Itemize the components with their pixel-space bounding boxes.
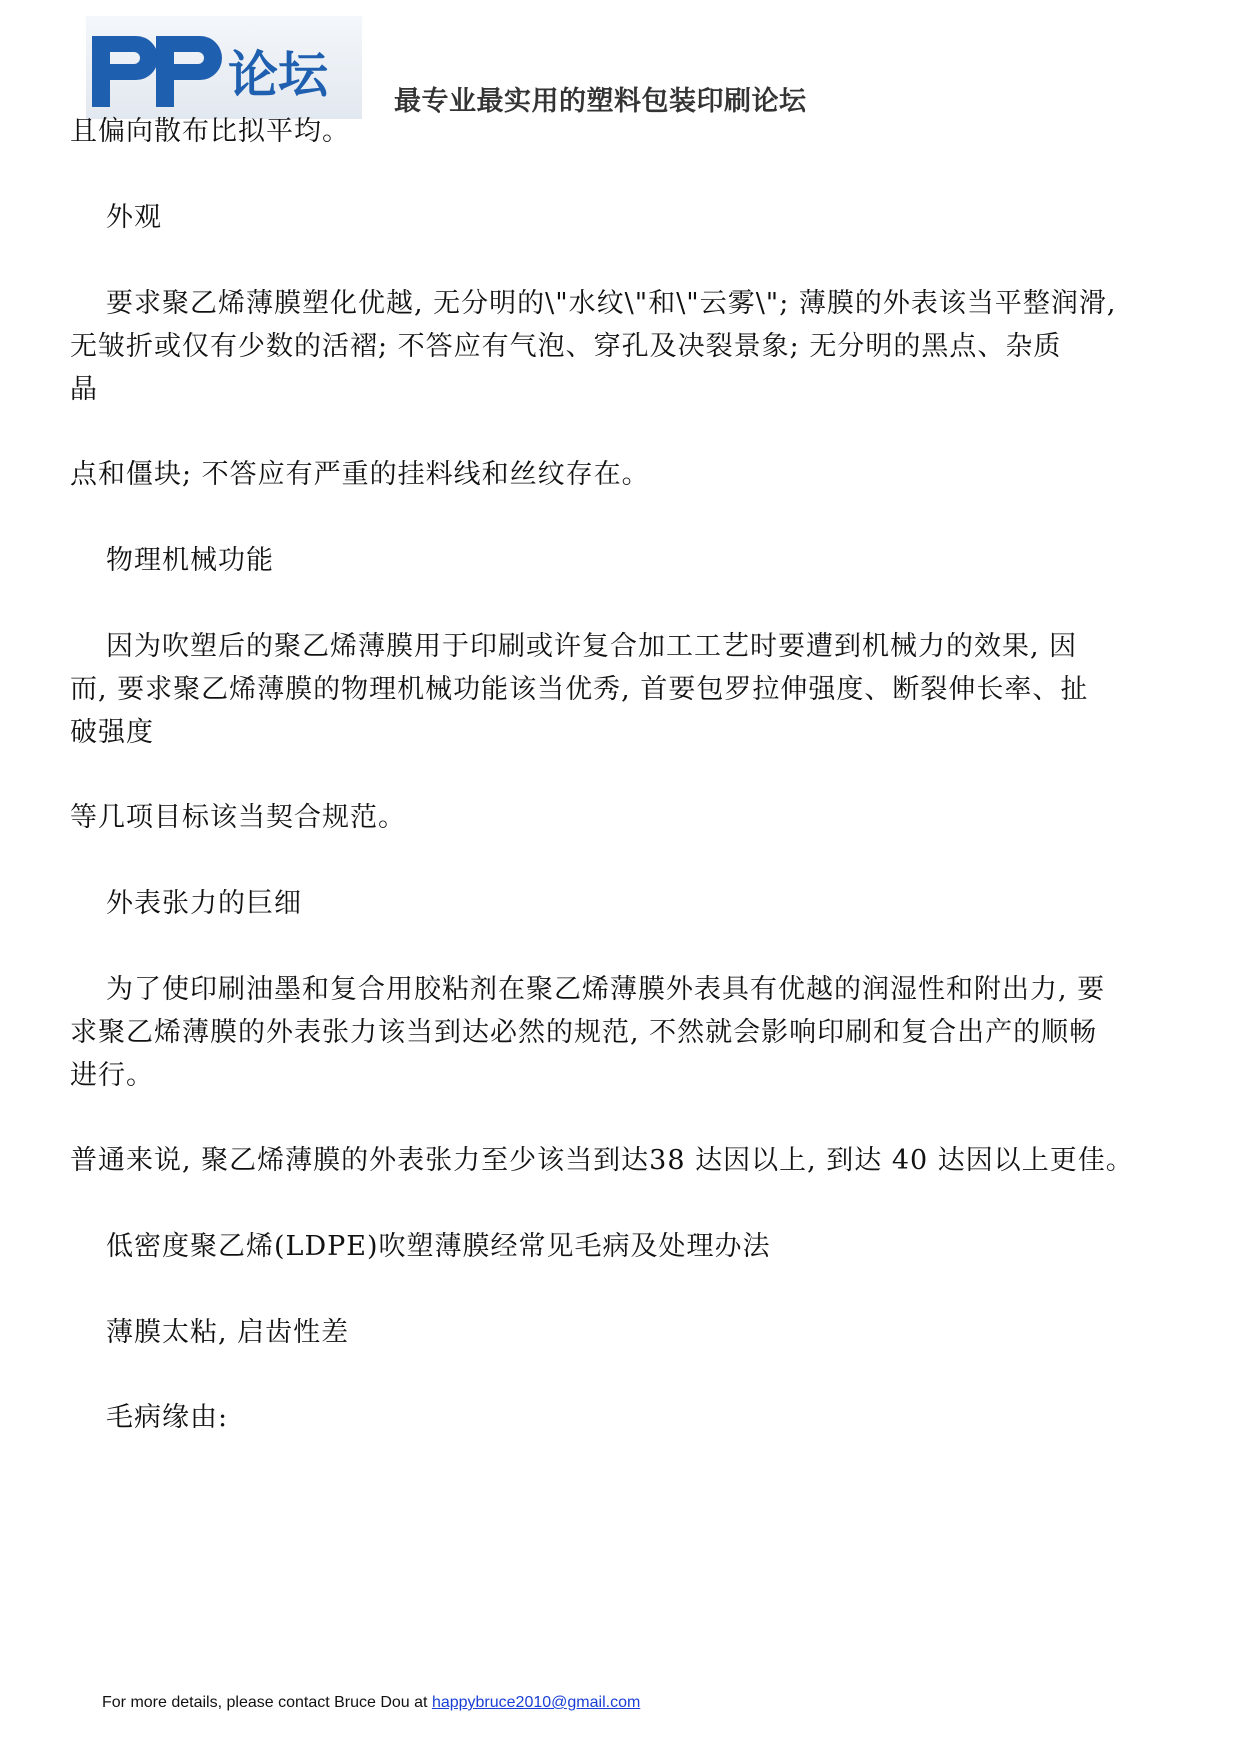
site-tagline: 最专业最实用的塑料包装印刷论坛 [394, 86, 807, 117]
text-line: 毛病缘由: [106, 1402, 229, 1433]
text-line: 为了使印刷油墨和复合用胶粘剂在聚乙烯薄膜外表具有优越的润湿性和附出力, 要 [106, 974, 1106, 1005]
section-heading: 薄膜太粘, 启齿性差 [106, 1317, 350, 1348]
contact-email-link[interactable]: happybruce2010@gmail.com [431, 1694, 641, 1711]
logo-text: 论坛 [228, 46, 328, 104]
text-line: 且偏向散布比拟平均。 [70, 116, 350, 147]
text-line: 求聚乙烯薄膜的外表张力该当到达必然的规范, 不然就会影响印刷和复合出产的顺畅 [70, 1017, 1098, 1048]
section-heading: 外表张力的巨细 [106, 888, 302, 919]
text-line: 进行。 [70, 1060, 154, 1091]
text-line: 因为吹塑后的聚乙烯薄膜用于印刷或许复合加工工艺时要遭到机械力的效果, 因 [106, 631, 1078, 662]
section-heading: 低密度聚乙烯(LDPE)吹塑薄膜经常见毛病及处理办法 [106, 1231, 771, 1262]
text-line: 等几项目标该当契合规范。 [70, 802, 406, 833]
text-line: 要求聚乙烯薄膜塑化优越, 无分明的\"水纹\"和\"云雾\"; 薄膜的外表该当平整润滑, [106, 288, 1117, 319]
text-line: 普通来说, 聚乙烯薄膜的外表张力至少该当到达38 达因以上, 到达 40 达因以上更佳。 [70, 1145, 1134, 1176]
text-line: 无皱折或仅有少数的活褶; 不答应有气泡、穿孔及决裂景象; 无分明的黑点、杂质 [70, 331, 1062, 362]
section-heading: 物理机械功能 [106, 545, 274, 576]
footer-contact [102, 1694, 640, 1712]
text-line: 破强度 [70, 717, 154, 748]
text-line: 晶 [70, 374, 98, 405]
footer-text: For more details, please contact Bruce Dou at [102, 1694, 432, 1711]
section-heading: 外观 [106, 202, 162, 233]
forum-logo [86, 16, 362, 119]
text-line: 而, 要求聚乙烯薄膜的物理机械功能该当优秀, 首要包罗拉伸强度、断裂伸长率、扯 [70, 674, 1089, 705]
text-line: 点和僵块; 不答应有严重的挂料线和丝纹存在。 [70, 459, 650, 490]
